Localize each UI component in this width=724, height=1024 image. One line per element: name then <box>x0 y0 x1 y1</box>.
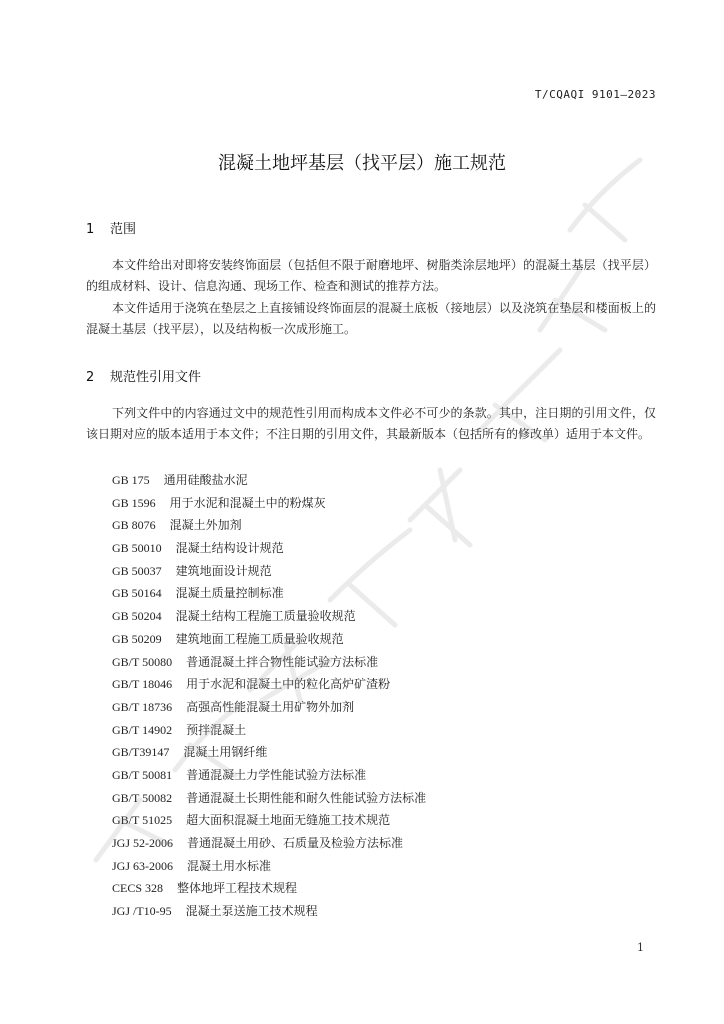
list-item <box>112 788 426 811</box>
reference-code: GB/T 18046 <box>112 677 173 692</box>
reference-title: 预拌混凝土 <box>186 722 247 737</box>
reference-title: 高强高性能混凝土用矿物外加剂 <box>186 699 355 714</box>
reference-title: 混凝土用钢纤维 <box>183 745 268 760</box>
reference-title: 用于水泥和混凝土中的粉煤灰 <box>169 495 326 510</box>
reference-code: GB/T 50080 <box>112 654 173 669</box>
list-item <box>112 674 426 697</box>
standard-code: T/CQAQI 9101—2023 <box>534 88 656 101</box>
reference-code: GB 1596 <box>112 495 156 510</box>
reference-title: 建筑地面工程施工质量验收规范 <box>175 631 344 646</box>
list-item <box>112 493 426 516</box>
page-title: 混凝土地坪基层（找平层）施工规范 <box>218 153 506 174</box>
list-item <box>112 697 426 720</box>
reference-code: GB 50204 <box>112 609 162 624</box>
reference-code: GB/T39147 <box>112 745 170 760</box>
list-item <box>112 901 426 924</box>
section-heading-scope <box>86 218 136 237</box>
paragraph: 下列文件中的内容通过文中的规范性引用而构成本文件必不可少的条款。其中，注日期的引用文件，仅该日期对应的版本适用于本文件；不注日期的引用文件，其最新版本（包括所有的修改单）适用于本文件。 <box>86 406 656 441</box>
paragraph: 本文件给出对即将安装终饰面层（包括但不限于耐磨地坪、树脂类涂层地坪）的混凝土基层（找平层）的组成材料、设计、信息沟通、现场工作、检查和测试的推荐方法。 <box>86 258 656 293</box>
reference-code: GB 50209 <box>112 631 162 646</box>
reference-code: GB/T 50081 <box>112 767 173 782</box>
reference-title: 普通混凝土力学性能试验方法标准 <box>186 767 367 782</box>
reference-code: JGJ 63-2006 <box>112 858 174 873</box>
reference-code: GB 50164 <box>112 586 162 601</box>
reference-code: GB 50037 <box>112 563 162 578</box>
list-item <box>112 720 426 743</box>
reference-list <box>112 470 426 924</box>
reference-title: 普通混凝土长期性能和耐久性能试验方法标准 <box>186 790 427 805</box>
list-item <box>112 515 426 538</box>
list-item <box>112 470 426 493</box>
reference-code: GB/T 14902 <box>112 722 173 737</box>
reference-code: GB 8076 <box>112 518 156 533</box>
reference-title: 混凝土泵送施工技术规程 <box>185 904 318 919</box>
section-number: 1 <box>86 222 95 237</box>
list-item <box>112 810 426 833</box>
reference-code: JGJ /T10-95 <box>112 904 172 919</box>
reference-code: CECS 328 <box>112 881 164 896</box>
section-number: 2 <box>86 370 95 385</box>
page-number: 1 <box>637 941 644 954</box>
reference-title: 整体地坪工程技术规程 <box>177 881 298 896</box>
reference-title: 混凝土质量控制标准 <box>175 586 284 601</box>
list-item <box>112 561 426 584</box>
section-heading-normative-references <box>86 366 201 385</box>
list-item <box>112 742 426 765</box>
reference-title: 混凝土结构设计规范 <box>175 541 284 556</box>
list-item <box>112 629 426 652</box>
reference-title: 普通混凝土用砂、石质量及检验方法标准 <box>187 836 404 850</box>
reference-title: 混凝土外加剂 <box>169 518 242 533</box>
reference-code: GB 50010 <box>112 541 162 556</box>
list-item <box>112 583 426 606</box>
list-item <box>112 833 426 856</box>
section-title: 规范性引用文件 <box>110 370 202 385</box>
list-item <box>112 606 426 629</box>
reference-code: GB 175 <box>112 473 150 487</box>
reference-code: GB/T 18736 <box>112 699 173 714</box>
reference-title: 混凝土结构工程施工质量验收规范 <box>175 609 356 624</box>
reference-title: 超大面积混凝土地面无缝施工技术规范 <box>186 813 391 828</box>
list-item <box>112 878 426 901</box>
reference-title: 用于水泥和混凝土中的粒化高炉矿渣粉 <box>186 677 391 692</box>
reference-code: GB/T 51025 <box>112 813 173 828</box>
reference-code: GB/T 50082 <box>112 790 173 805</box>
paragraph: 本文件适用于浇筑在垫层之上直接铺设终饰面层的混凝土底板（接地层）以及浇筑在垫层和楼面板上的混凝土基层（找平层），以及结构板一次成形施工。 <box>86 301 656 336</box>
list-item <box>112 856 426 879</box>
list-item <box>112 765 426 788</box>
reference-title: 混凝土用水标准 <box>187 858 272 873</box>
list-item <box>112 652 426 675</box>
reference-code: JGJ 52-2006 <box>112 836 174 850</box>
reference-title: 通用硅酸盐水泥 <box>163 473 248 487</box>
section-title: 范围 <box>110 222 137 237</box>
reference-title: 普通混凝土拌合物性能试验方法标准 <box>186 654 379 669</box>
reference-title: 建筑地面设计规范 <box>175 563 272 578</box>
list-item <box>112 538 426 561</box>
